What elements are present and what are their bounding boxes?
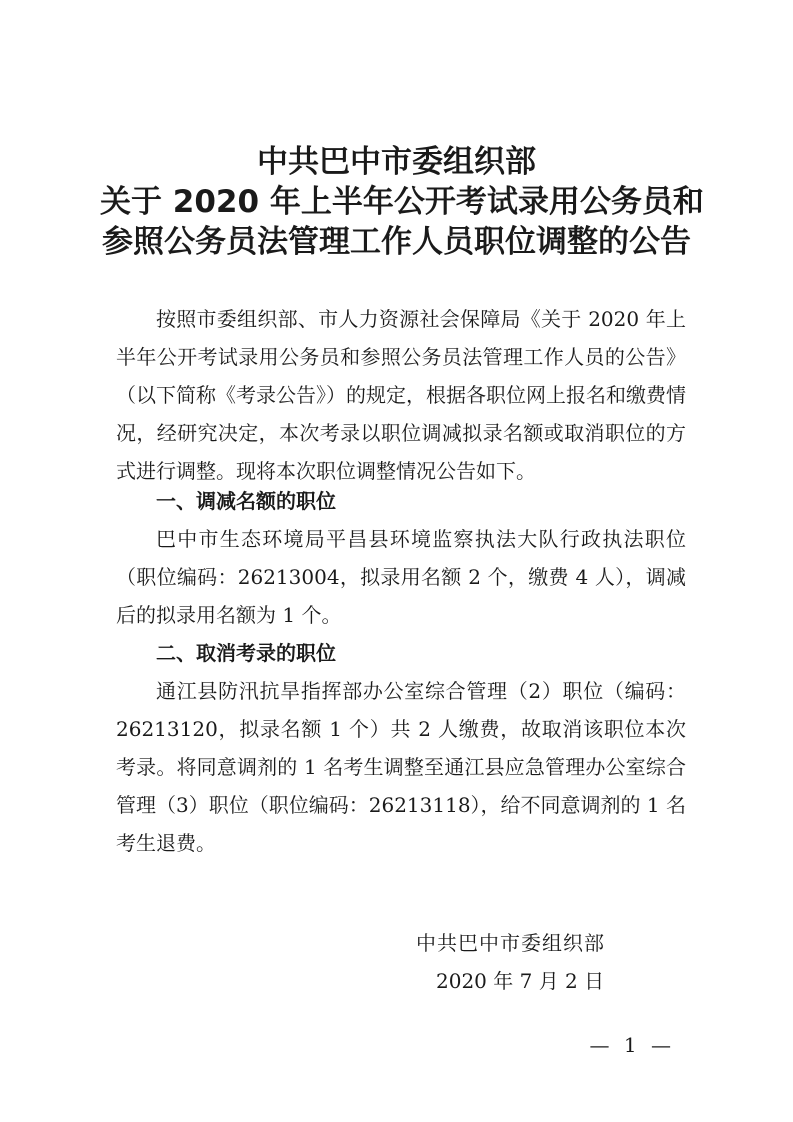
signature-date: 2020 年 7 月 2 日 [436, 969, 605, 993]
signature-organization: 中共巴中市委组织部 [416, 931, 605, 955]
document-title-line-2: 关于 2020 年上半年公开考试录用公务员和 [100, 184, 704, 220]
section-text-reduce-quota: 巴中市生态环境局平昌县环境监察执法大队行政执法职位（职位编码：26213004，拟录用名额 2 个，缴费 4 人），调减后的拟录用名额为 1 个。 [116, 527, 686, 627]
document-title-line-3: 参照公务员法管理工作人员职位调整的公告 [102, 224, 691, 260]
page-number: — 1 — [589, 1033, 675, 1057]
section-heading-reduce-quota: 一、调减名额的职位 [156, 489, 336, 513]
section-heading-cancel-position: 二、取消考录的职位 [156, 641, 336, 665]
document-title-line-1: 中共巴中市委组织部 [257, 144, 536, 180]
intro-paragraph: 按照市委组织部、市人力资源社会保障局《关于 2020 年上半年公开考试录用公务员和参照公务员法管理工作人员的公告》（以下简称《考录公告》）的规定，根据各职位网上报名和缴费情况，经研究决定，本次考录以职位调减拟录名额或取消职位的方式进行调整。现将本次职位调整情况公告如下。 [116, 307, 686, 483]
section-text-cancel-position: 通江县防汛抗旱指挥部办公室综合管理（2）职位（编码：26213120，拟录名额 1 个）共 2 人缴费，故取消该职位本次考录。将同意调剂的 1 名考生调整至通江县应急管理办公室综合管理（3）职位（职位编码：26213118），给不同意调剂的 1 名考生退费。 [116, 679, 686, 855]
